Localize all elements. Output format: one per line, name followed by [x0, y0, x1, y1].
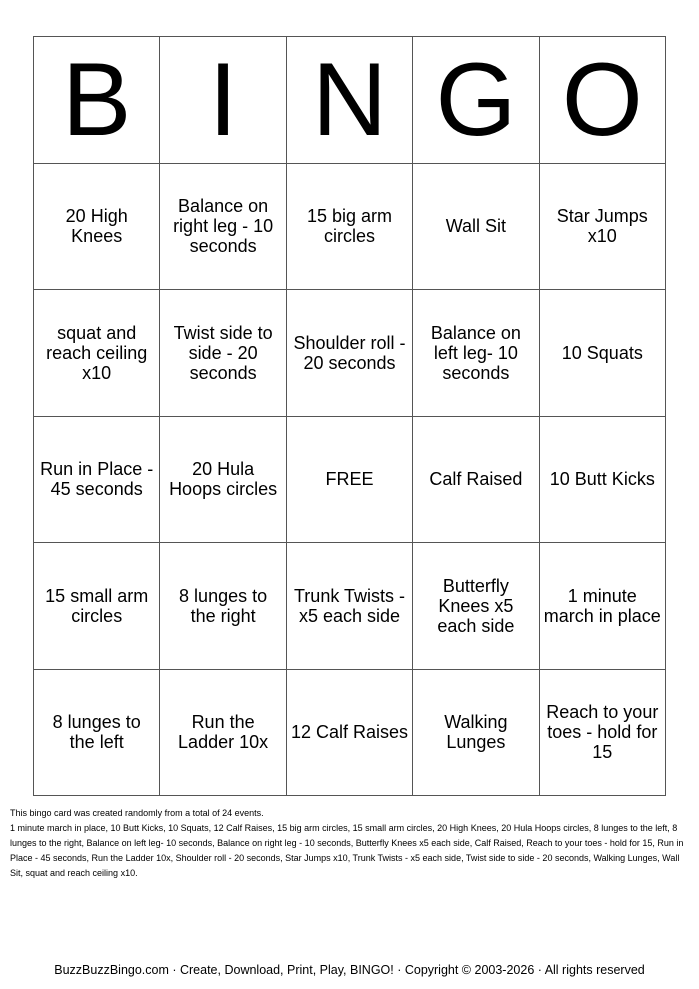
header-letter-o: O — [540, 37, 666, 164]
bingo-square: Wall Sit — [413, 164, 539, 291]
bingo-square: 20 High Knees — [34, 164, 160, 291]
bingo-square: Star Jumps x10 — [540, 164, 666, 291]
bingo-square: 10 Squats — [540, 290, 666, 417]
header-letter-g: G — [413, 37, 539, 164]
card-summary: This bingo card was created randomly from a total of 24 events. — [10, 808, 264, 818]
bingo-square: 20 Hula Hoops circles — [160, 417, 286, 544]
bingo-square: Shoulder roll - 20 seconds — [287, 290, 413, 417]
bingo-square: 1 minute march in place — [540, 543, 666, 670]
bingo-square: Walking Lunges — [413, 670, 539, 797]
event-list: 1 minute march in place, 10 Butt Kicks, 10 Squats, 12 Calf Raises, 15 big arm circles, 15 small arm circles, 20 High Knees, 20 Hula Hoops circles, 8 lunges to the left, 8 lunges to the right, Balance on left leg- 10 seconds, Balance on right leg - 10 seconds, Butterfly Knees x5 each side, Calf Raised, Reach to your toes - hold for 15, Run in Place - 45 seconds, Run the Ladder 10x, Shoulder roll - 20 seconds, Star Jumps x10, Trunk Twists - x5 each side, Twist side to side - 20 seconds, Walking Lunges, Wall Sit, squat and reach ceiling x10. — [10, 823, 684, 878]
bingo-card — [33, 36, 666, 796]
free-square: FREE — [287, 417, 413, 544]
header-letter-n: N — [287, 37, 413, 164]
bingo-square: Twist side to side - 20 seconds — [160, 290, 286, 417]
header-letter-b: B — [34, 37, 160, 164]
header-letter-i: I — [160, 37, 286, 164]
bingo-square: Run in Place - 45 seconds — [34, 417, 160, 544]
bingo-square: 8 lunges to the right — [160, 543, 286, 670]
bingo-square: Reach to your toes - hold for 15 — [540, 670, 666, 797]
bingo-square: 8 lunges to the left — [34, 670, 160, 797]
bingo-square: Butterfly Knees x5 each side — [413, 543, 539, 670]
bingo-square: 15 big arm circles — [287, 164, 413, 291]
bingo-square: squat and reach ceiling x10 — [34, 290, 160, 417]
bingo-square: 10 Butt Kicks — [540, 417, 666, 544]
bingo-square: Run the Ladder 10x — [160, 670, 286, 797]
bingo-square: 12 Calf Raises — [287, 670, 413, 797]
card-info — [10, 806, 690, 881]
bingo-square: Balance on left leg- 10 seconds — [413, 290, 539, 417]
bingo-square: Calf Raised — [413, 417, 539, 544]
bingo-square: 15 small arm circles — [34, 543, 160, 670]
site-footer: BuzzBuzzBingo.com · Create, Download, Print, Play, BINGO! · Copyright © 2003-2026 · All rights reserved — [54, 963, 645, 977]
bingo-square: Trunk Twists - x5 each side — [287, 543, 413, 670]
bingo-square: Balance on right leg - 10 seconds — [160, 164, 286, 291]
